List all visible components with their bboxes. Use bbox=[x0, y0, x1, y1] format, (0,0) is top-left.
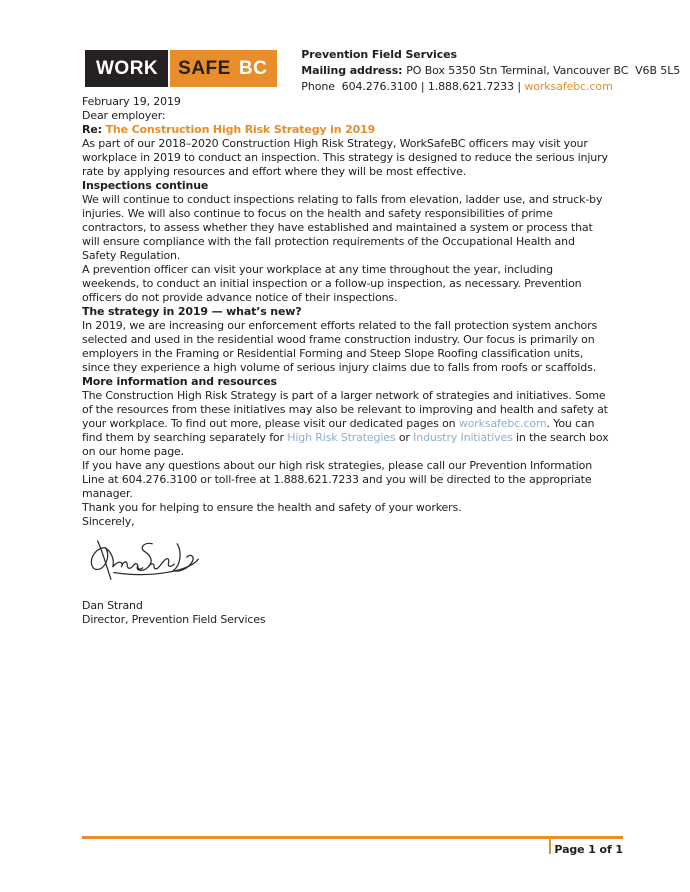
letter-body bbox=[82, 95, 612, 627]
heading-more-information: More information and resources bbox=[82, 375, 277, 388]
letterhead bbox=[0, 0, 690, 95]
logo-work-block bbox=[85, 50, 170, 87]
page-number: Page 1 of 1 bbox=[554, 843, 623, 856]
more-info-text-4: in the search box on our home page. bbox=[82, 431, 609, 458]
paragraph-enforcement: In 2019, we are increasing our enforcement efforts related to the fall protection system anchors selected and used in the residential wood frame construction industry. Our focus is primarily on employers in the Framing or Residential Forming and Steep Slope Roofing classification units, since they experience a high volume of serious injury claims due to falls from roofs or scaffolds. bbox=[82, 319, 598, 374]
logo-safebc-block bbox=[170, 50, 277, 87]
signer-title: Director, Prevention Field Services bbox=[82, 613, 266, 626]
paragraph-intro: As part of our 2018–2020 Construction High Risk Strategy, WorkSafeBC officers may visit your workplace in 2019 to conduct an inspection. This strategy is designed to reduce the serious injury rate by applying resources and effort where they will be most effective. bbox=[82, 137, 608, 178]
department-name: Prevention Field Services bbox=[301, 48, 457, 61]
signature-image bbox=[84, 538, 612, 590]
re-label: Re: bbox=[82, 123, 106, 136]
heading-strategy-2019: The strategy in 2019 — what’s new? bbox=[82, 305, 302, 318]
letter-date: February 19, 2019 bbox=[82, 95, 181, 108]
phone-line bbox=[301, 79, 680, 95]
mailing-address-value: PO Box 5350 Stn Terminal, Vancouver BC V6B 5L5 bbox=[406, 64, 681, 77]
paragraph-inspections: We will continue to conduct inspections relating to falls from elevation, ladder use, and struck-by injuries. We will also continue to focus on the health and safety responsibilities of prime contractors, to assess whether they have established and maintained a system or process that will ensure compliance with the fall protection requirements of the Occupational Health and Safety Regulation. bbox=[82, 193, 603, 262]
more-info-text-1: The Construction High Risk Strategy is part of a larger network of strategies and initiatives. Some of the resources from these initiatives may also be relevant to improving and health and safety at your workplace. To find out more, please visit our dedicated pages on bbox=[82, 389, 608, 430]
paragraph-questions: If you have any questions about our high risk strategies, please call our Prevention Information Line at 604.276.3100 or toll-free at 1.888.621.7233 and you will be directed to the appropriate manager. bbox=[82, 459, 593, 500]
mailing-address-line bbox=[301, 63, 680, 79]
contact-block bbox=[301, 47, 680, 95]
footer-row bbox=[82, 839, 623, 857]
salutation: Dear employer: bbox=[82, 109, 166, 122]
page-footer bbox=[82, 836, 623, 857]
logo-bc-text: BC bbox=[238, 57, 268, 79]
paragraph-thank-you: Thank you for helping to ensure the health and safety of your workers. bbox=[82, 501, 462, 514]
heading-inspections-continue: Inspections continue bbox=[82, 179, 209, 192]
signature-block bbox=[82, 599, 612, 627]
logo-safe-text: SAFE bbox=[178, 57, 231, 79]
logo-work-text: WORK bbox=[96, 57, 159, 79]
closing: Sincerely, bbox=[82, 515, 135, 528]
re-subject: The Construction High Risk Strategy in 2019 bbox=[105, 123, 376, 136]
more-info-text-2: . You can find them by searching separately for bbox=[82, 417, 595, 444]
worksafebc-logo bbox=[85, 50, 277, 87]
paragraph-more-info bbox=[82, 389, 612, 459]
website-link[interactable]: worksafebc.com bbox=[524, 80, 613, 93]
high-risk-strategies-link[interactable]: High Risk Strategies bbox=[287, 431, 396, 444]
re-line bbox=[82, 123, 612, 137]
more-info-text-3: or bbox=[395, 431, 414, 444]
signer-name: Dan Strand bbox=[82, 599, 143, 612]
industry-initiatives-link[interactable]: Industry Initiatives bbox=[413, 431, 513, 444]
mailing-address-label: Mailing address: bbox=[301, 64, 407, 77]
paragraph-officer-visits: A prevention officer can visit your workplace at any time throughout the year, including weekends, to conduct an initial inspection or a follow-up inspection, as necessary. Prevention officers do not provide advance notice of their inspections. bbox=[82, 263, 582, 304]
phone-numbers: Phone 604.276.3100 | 1.888.621.7233 | bbox=[301, 80, 525, 93]
footer-divider bbox=[549, 839, 551, 854]
worksafebc-com-link[interactable]: worksafebc.com bbox=[458, 417, 547, 430]
